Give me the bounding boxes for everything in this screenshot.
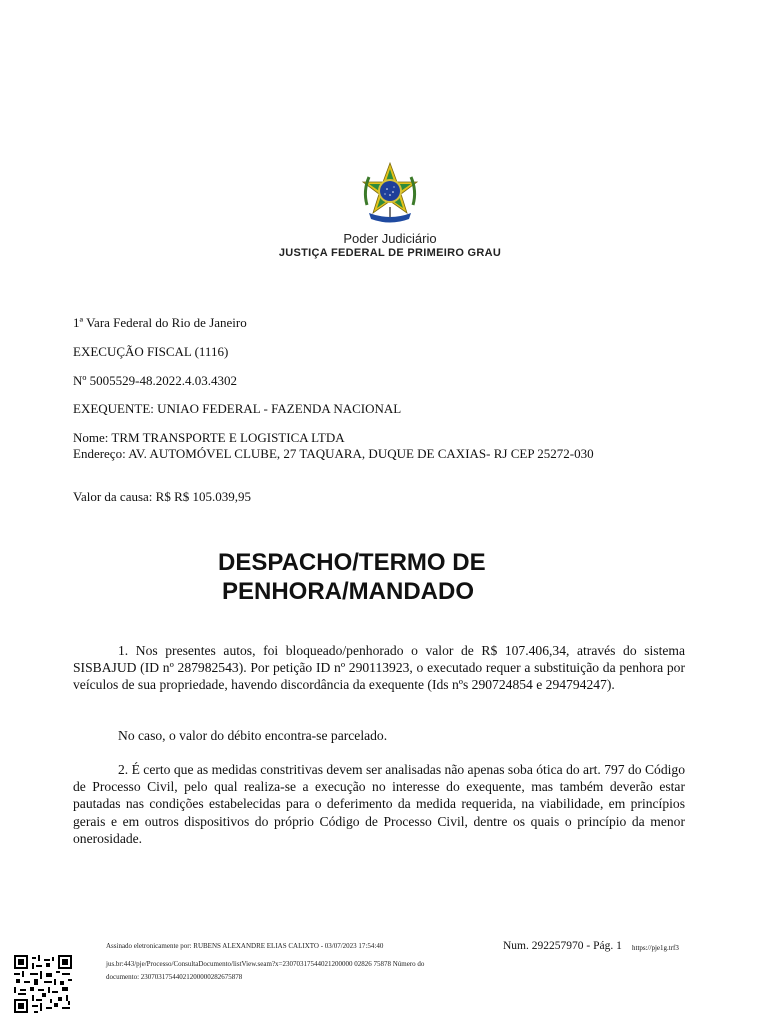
- paragraph-1b: No caso, o valor do débito encontra-se parcelado.: [118, 728, 388, 743]
- document-id: documento: 23070317544021200000282675878: [106, 973, 243, 981]
- defendant-address: Endereço: AV. AUTOMÓVEL CLUBE, 27 TAQUARA, DUQUE DE CAXIAS- RJ CEP 25272-030: [73, 446, 594, 461]
- case-class: EXECUÇÃO FISCAL (1116): [73, 344, 229, 359]
- defendant-name: Nome: TRM TRANSPORTE E LOGISTICA LTDA: [73, 430, 345, 445]
- court-name: JUSTIÇA FEDERAL DE PRIMEIRO GRAU: [278, 247, 502, 259]
- signature-line: Assinado eletronicamente por: RUBENS ALEXANDRE ELIAS CALIXTO - 03/07/2023 17:54:40: [106, 942, 384, 950]
- qr-code-icon[interactable]: [14, 955, 72, 1013]
- institution-name: Poder Judiciário: [343, 231, 437, 246]
- vara-label: 1ª Vara Federal do Rio de Janeiro: [73, 315, 247, 330]
- claim-value: Valor da causa: R$ R$ 105.039,95: [73, 489, 252, 504]
- consult-url-start: https://pje1g.trf3: [632, 944, 679, 952]
- plaintiff: EXEQUENTE: UNIAO FEDERAL - FAZENDA NACIONAL: [73, 401, 402, 416]
- consult-url: jus.br:443/pje/Processo/ConsultaDocumento/listView.seam?x=23070317544021200000 02826 75878 Número do: [106, 960, 425, 968]
- paragraph-1: 1. Nos presentes autos, foi bloqueado/penhorado o valor de R$ 107.406,34, através do sistema SISBAJUD (ID nº 287982543). Por petição ID nº 290113923, o executado requer a substituição da penhora por veículos de sua propriedade, havendo discordância da exequente (Ids nºs 290724854 e 294794247).: [73, 643, 685, 693]
- paragraph-2: 2. É certo que as medidas constritivas devem ser analisadas não apenas soba ótica do art. 797 do Código de Processo Civil, pelo qual realiza-se a execução no interesse do exequente, mas também deverão estar pautadas nas condições estabelecidas para o deferimento da medida requerida, na viabilidade, em princípios gerais e em outros dispositivos do próprio Código de Processo Civil, dentre os quais o princípio da menor onerosidade.: [73, 762, 686, 846]
- page-number: Num. 292257970 - Pág. 1: [503, 940, 622, 952]
- case-number: Nº 5005529-48.2022.4.03.4302: [73, 373, 237, 388]
- document-title-line1: DESPACHO/TERMO DE: [218, 549, 486, 576]
- brazil-coat-of-arms-icon: [359, 161, 421, 227]
- document-title-line2: PENHORA/MANDADO: [222, 578, 474, 605]
